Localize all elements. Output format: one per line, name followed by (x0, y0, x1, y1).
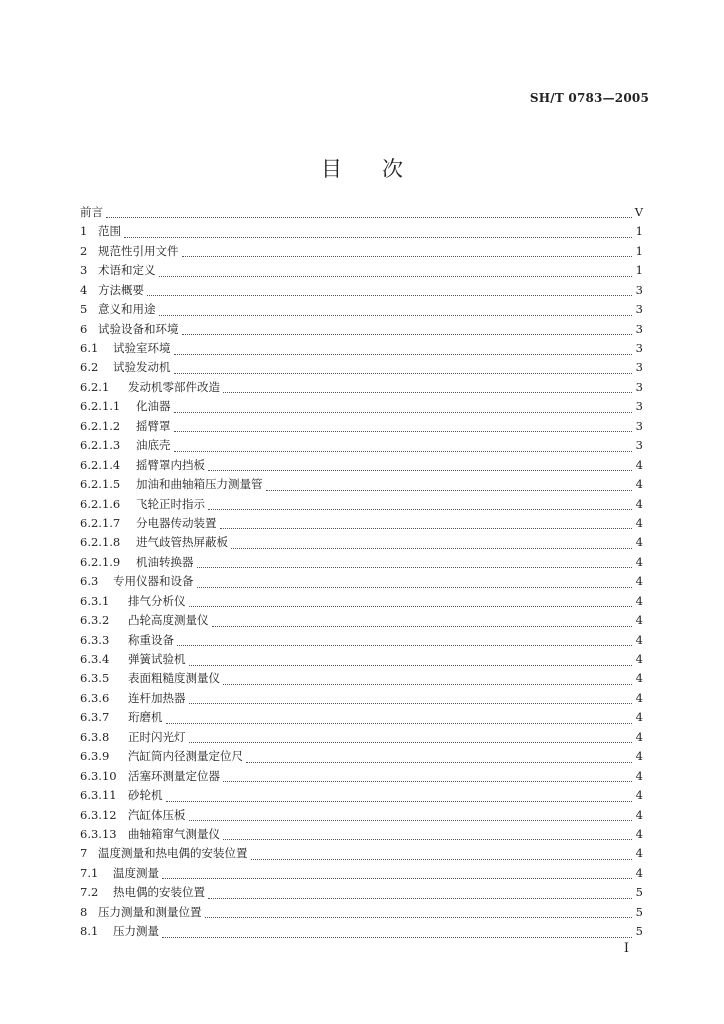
toc-entry[interactable] (80, 572, 643, 591)
toc-entry-number: 6.2 (80, 360, 99, 375)
toc-entry[interactable] (80, 650, 643, 669)
toc-entry-title: 摇臂罩内挡板 (136, 457, 205, 472)
toc-entry-number: 6.3.5 (80, 671, 110, 686)
toc-entry-number: 6.3.2 (80, 613, 110, 628)
toc-entry-title: 弹簧试验机 (128, 652, 186, 667)
toc-dot-leader (231, 547, 632, 549)
toc-entry-title: 化油器 (136, 399, 171, 414)
toc-entry[interactable] (80, 436, 643, 455)
toc-entry[interactable] (80, 378, 643, 397)
document-code: SH/T 0783—2005 (529, 91, 649, 105)
toc-entry[interactable] (80, 397, 643, 416)
toc-entry-number: 6.3.8 (80, 729, 110, 744)
toc-entry-number: 6.3.7 (80, 710, 110, 725)
toc-dot-leader (189, 605, 633, 607)
toc-entry-title: 曲轴箱窜气测量仪 (128, 826, 220, 841)
page-title (0, 153, 724, 183)
toc-entry[interactable] (80, 300, 643, 319)
toc-entry[interactable] (80, 903, 643, 922)
toc-dot-leader (208, 469, 632, 471)
toc-entry-number: 6.2.1.1 (80, 399, 121, 414)
toc-entry[interactable] (80, 203, 643, 222)
toc-dot-leader (197, 566, 633, 568)
toc-entry-title: 连杆加热器 (128, 690, 186, 705)
toc-entry-page: 4 (635, 515, 643, 530)
toc-entry[interactable] (80, 533, 643, 552)
toc-entry[interactable] (80, 844, 643, 863)
toc-entry-page: 4 (635, 710, 643, 725)
toc-entry-number: 7.1 (80, 865, 99, 880)
toc-entry-page: 5 (635, 885, 643, 900)
toc-dot-leader (266, 489, 633, 491)
toc-entry[interactable] (80, 864, 643, 883)
toc-entry-title: 发动机零部件改造 (128, 379, 220, 394)
toc-dot-leader (159, 314, 633, 316)
toc-entry-page: V (634, 204, 643, 219)
toc-dot-leader (189, 741, 633, 743)
toc-entry-title: 正时闪光灯 (128, 729, 186, 744)
toc-entry[interactable] (80, 922, 643, 941)
toc-entry[interactable] (80, 222, 643, 241)
toc-entry-title: 术语和定义 (98, 263, 156, 278)
toc-entry-number: 6.2.1.8 (80, 535, 121, 550)
toc-entry-title: 珩磨机 (128, 710, 163, 725)
toc-entry-number: 6.3.10 (80, 768, 117, 783)
toc-entry-page: 4 (635, 768, 643, 783)
toc-entry-title: 范围 (98, 224, 121, 239)
toc-entry-number: 6 (80, 321, 88, 336)
toc-entry-title: 排气分析仪 (128, 593, 186, 608)
toc-dot-leader (197, 586, 633, 588)
toc-entry-title: 进气歧管热屏蔽板 (136, 535, 228, 550)
toc-entry-number: 6.2.1.9 (80, 554, 121, 569)
toc-entry-page: 5 (635, 924, 643, 939)
toc-entry-number: 4 (80, 282, 88, 297)
toc-dot-leader (246, 761, 632, 763)
toc-entry-page: 4 (635, 807, 643, 822)
toc-entry-page: 1 (635, 224, 643, 239)
toc-dot-leader (205, 916, 633, 918)
toc-dot-leader (182, 333, 633, 335)
toc-entry-title: 前言 (80, 204, 103, 219)
toc-dot-leader (174, 372, 633, 374)
toc-entry-number: 6.2.1 (80, 379, 110, 394)
toc-entry-title: 意义和用途 (98, 302, 156, 317)
toc-entry-number: 1 (80, 224, 88, 239)
toc-entry-title: 汽缸体压板 (128, 807, 186, 822)
toc-dot-leader (159, 275, 633, 277)
toc-dot-leader (189, 664, 633, 666)
toc-dot-leader (182, 255, 633, 257)
toc-entry-page: 4 (635, 613, 643, 628)
toc-entry-title: 凸轮高度测量仪 (128, 613, 209, 628)
toc-entry-page: 3 (635, 399, 643, 414)
toc-entry-page: 4 (635, 535, 643, 550)
toc-entry-title: 压力测量 (113, 924, 159, 939)
toc-entry-title: 温度测量 (113, 865, 159, 880)
toc-entry-page: 4 (635, 671, 643, 686)
toc-entry-page: 3 (635, 341, 643, 356)
toc-entry-page: 4 (635, 749, 643, 764)
toc-dot-leader (208, 897, 632, 899)
toc-entry[interactable] (80, 611, 643, 630)
toc-entry[interactable] (80, 708, 643, 727)
toc-entry-number: 7.2 (80, 885, 99, 900)
toc-entry[interactable] (80, 320, 643, 339)
toc-dot-leader (174, 450, 633, 452)
toc-entry-page: 5 (635, 904, 643, 919)
toc-entry[interactable] (80, 767, 643, 786)
title-char-right: 次 (382, 157, 403, 181)
toc-dot-leader (166, 722, 633, 724)
toc-entry-title: 试验室环境 (113, 341, 171, 356)
toc-entry[interactable] (80, 592, 643, 611)
toc-entry-page: 4 (635, 477, 643, 492)
toc-entry-title: 飞轮正时指示 (136, 496, 205, 511)
toc-entry-page: 1 (635, 243, 643, 258)
toc-entry[interactable] (80, 417, 643, 436)
toc-entry-number: 6.3.6 (80, 690, 110, 705)
toc-entry[interactable] (80, 495, 643, 514)
toc-entry-number: 6.1 (80, 341, 99, 356)
toc-entry-number: 8.1 (80, 924, 99, 939)
toc-entry-page: 4 (635, 593, 643, 608)
toc-entry[interactable] (80, 806, 643, 825)
toc-entry-page: 4 (635, 846, 643, 861)
toc-entry-title: 汽缸筒内径测量定位尺 (128, 749, 243, 764)
toc-entry-title: 试验发动机 (113, 360, 171, 375)
toc-entry[interactable] (80, 359, 643, 378)
toc-entry-title: 加油和曲轴箱压力测量管 (136, 477, 263, 492)
toc-entry-number: 6.3.1 (80, 593, 110, 608)
toc-entry-page: 3 (635, 321, 643, 336)
toc-entry-number: 8 (80, 904, 88, 919)
toc-entry[interactable] (80, 631, 643, 650)
toc-entry-number: 6.3.13 (80, 826, 117, 841)
toc-dot-leader (174, 353, 633, 355)
toc-entry[interactable] (80, 747, 643, 766)
toc-entry-page: 4 (635, 788, 643, 803)
toc-entry-title: 专用仪器和设备 (113, 574, 194, 589)
table-of-contents (80, 203, 643, 942)
toc-entry-page: 4 (635, 690, 643, 705)
toc-dot-leader (208, 508, 632, 510)
toc-entry-page: 4 (635, 826, 643, 841)
toc-entry-title: 表面粗糙度测量仪 (128, 671, 220, 686)
toc-entry[interactable] (80, 514, 643, 533)
toc-dot-leader (189, 819, 633, 821)
toc-entry[interactable] (80, 475, 643, 494)
toc-entry-number: 6.2.1.6 (80, 496, 121, 511)
toc-dot-leader (223, 391, 632, 393)
toc-dot-leader (251, 858, 633, 860)
page-number: I (623, 941, 629, 956)
toc-entry-page: 4 (635, 632, 643, 647)
toc-entry-number: 6.3.11 (80, 788, 117, 803)
toc-entry-title: 摇臂罩 (136, 418, 171, 433)
toc-dot-leader (174, 411, 633, 413)
toc-dot-leader (147, 294, 632, 296)
toc-entry-title: 压力测量和测量位置 (98, 904, 202, 919)
toc-entry[interactable] (80, 883, 643, 902)
toc-dot-leader (223, 780, 632, 782)
toc-entry-page: 4 (635, 457, 643, 472)
toc-dot-leader (162, 936, 632, 938)
toc-entry-number: 6.3.3 (80, 632, 110, 647)
toc-entry-page: 4 (635, 554, 643, 569)
toc-dot-leader (166, 800, 633, 802)
toc-entry-page: 3 (635, 438, 643, 453)
toc-entry[interactable] (80, 261, 643, 280)
toc-entry-number: 6.2.1.7 (80, 515, 121, 530)
toc-entry[interactable] (80, 281, 643, 300)
toc-entry[interactable] (80, 728, 643, 747)
toc-entry-title: 热电偶的安装位置 (113, 885, 205, 900)
toc-entry-title: 油底壳 (136, 438, 171, 453)
toc-entry-page: 3 (635, 302, 643, 317)
toc-entry-number: 7 (80, 846, 88, 861)
toc-entry-title: 分电器传动装置 (136, 515, 217, 530)
toc-dot-leader (177, 644, 632, 646)
toc-entry[interactable] (80, 786, 643, 805)
toc-entry-title: 活塞环测量定位器 (128, 768, 220, 783)
toc-entry-page: 3 (635, 379, 643, 394)
toc-dot-leader (220, 527, 633, 529)
toc-entry[interactable] (80, 825, 643, 844)
toc-dot-leader (189, 702, 633, 704)
toc-dot-leader (223, 683, 632, 685)
toc-entry-number: 6.2.1.3 (80, 438, 121, 453)
toc-entry-number: 6.2.1.2 (80, 418, 121, 433)
toc-entry[interactable] (80, 689, 643, 708)
toc-entry-title: 称重设备 (128, 632, 174, 647)
toc-dot-leader (162, 877, 632, 879)
toc-entry[interactable] (80, 670, 643, 689)
toc-entry-page: 4 (635, 729, 643, 744)
toc-entry-number: 6.3.4 (80, 652, 110, 667)
toc-entry-title: 规范性引用文件 (98, 243, 179, 258)
toc-entry-number: 6.3.9 (80, 749, 110, 764)
toc-entry-number: 2 (80, 243, 88, 258)
toc-entry-title: 温度测量和热电偶的安装位置 (98, 846, 248, 861)
toc-entry-page: 4 (635, 574, 643, 589)
toc-entry-title: 砂轮机 (128, 788, 163, 803)
title-char-left: 目 (321, 157, 342, 181)
toc-dot-leader (106, 216, 632, 218)
toc-entry-page: 1 (635, 263, 643, 278)
toc-dot-leader (223, 838, 632, 840)
toc-entry-number: 6.2.1.4 (80, 457, 121, 472)
toc-entry-number: 6.3 (80, 574, 99, 589)
toc-entry-page: 3 (635, 360, 643, 375)
toc-dot-leader (212, 625, 633, 627)
toc-entry-page: 3 (635, 282, 643, 297)
toc-entry[interactable] (80, 553, 643, 572)
toc-entry-title: 机油转换器 (136, 554, 194, 569)
toc-entry-title: 试验设备和环境 (98, 321, 179, 336)
toc-entry-number: 6.3.12 (80, 807, 117, 822)
toc-dot-leader (124, 236, 632, 238)
toc-entry[interactable] (80, 339, 643, 358)
toc-entry-page: 4 (635, 496, 643, 511)
toc-entry-number: 5 (80, 302, 88, 317)
toc-entry-page: 4 (635, 865, 643, 880)
toc-entry[interactable] (80, 456, 643, 475)
toc-entry-page: 4 (635, 652, 643, 667)
toc-entry-page: 3 (635, 418, 643, 433)
toc-entry-title: 方法概要 (98, 282, 144, 297)
toc-entry[interactable] (80, 242, 643, 261)
toc-dot-leader (174, 430, 633, 432)
toc-entry-number: 3 (80, 263, 88, 278)
toc-entry-number: 6.2.1.5 (80, 477, 121, 492)
